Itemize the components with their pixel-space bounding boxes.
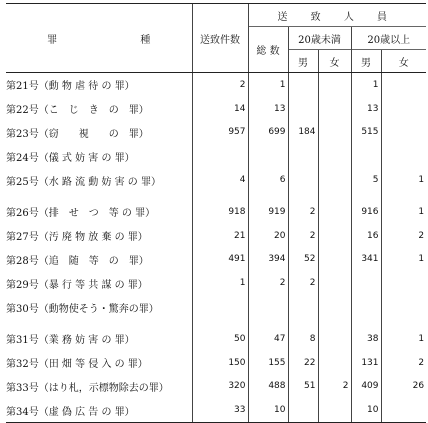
crime-type-header	[6, 4, 192, 73]
crime-name: 第26号（排 せ つ 等 の 罪）	[6, 208, 156, 220]
total-cell: 6	[248, 168, 288, 192]
over20-male-cell: 1	[351, 73, 381, 97]
table-row	[6, 168, 426, 192]
table-row	[6, 121, 426, 145]
under20-female-cell	[318, 327, 351, 351]
total-cell: 488	[248, 375, 288, 399]
table-row	[6, 144, 426, 168]
under20-male-cell: 8	[288, 327, 318, 351]
referred-persons-header: 送 致 人 員	[248, 4, 426, 27]
over20-female-header: 女	[381, 50, 426, 73]
crime-name: 第22号（こ じ き の 罪）	[6, 105, 149, 117]
crime-name: 第32号（田 畑 等 侵 入 の 罪）	[6, 359, 148, 371]
crime-name: 第25号（水 路 流 動 妨 害 の 罪）	[6, 176, 161, 188]
table-row	[6, 327, 426, 351]
over20-male-cell: 515	[351, 121, 381, 145]
crime-name: 第33号（はり札，示標物除去の罪）	[6, 382, 169, 394]
under20-male-cell: 51	[288, 375, 318, 399]
over20-female-cell	[381, 295, 426, 319]
under20-female-cell	[318, 398, 351, 422]
crime-name: 第24号（儀 式 妨 害 の 罪）	[6, 152, 135, 164]
table-row	[6, 73, 426, 97]
over20-male-header: 男	[351, 50, 381, 73]
under20-male-header: 男	[288, 50, 318, 73]
under20-female-cell	[318, 144, 351, 168]
cases-cell	[192, 295, 248, 319]
over20-male-cell: 409	[351, 375, 381, 399]
over20-female-cell: 1	[381, 327, 426, 351]
under20-male-cell: 52	[288, 248, 318, 272]
table-row	[6, 271, 426, 295]
under20-female-cell	[318, 271, 351, 295]
under20-male-cell: 22	[288, 351, 318, 375]
over20-male-cell: 5	[351, 168, 381, 192]
cases-cell: 491	[192, 248, 248, 272]
cases-cell	[192, 144, 248, 168]
over20-male-cell	[351, 295, 381, 319]
over20-female-cell	[381, 73, 426, 97]
total-cell: 394	[248, 248, 288, 272]
crime-statistics-table	[6, 3, 426, 423]
under20-female-cell	[318, 351, 351, 375]
under20-female-cell	[318, 73, 351, 97]
referral-count-header: 送致件数	[192, 4, 248, 73]
cases-cell: 21	[192, 224, 248, 248]
cases-cell: 957	[192, 121, 248, 145]
total-cell: 10	[248, 398, 288, 422]
under20-female-cell	[318, 224, 351, 248]
cases-cell: 918	[192, 200, 248, 224]
crime-name: 第29号（暴 行 等 共 謀 の 罪）	[6, 279, 148, 291]
cases-cell: 150	[192, 351, 248, 375]
table-row	[6, 375, 426, 399]
over20-male-cell: 13	[351, 97, 381, 121]
total-cell: 13	[248, 97, 288, 121]
over20-female-cell: 1	[381, 200, 426, 224]
under20-female-cell	[318, 295, 351, 319]
table-row	[6, 351, 426, 375]
under20-female-cell: 2	[318, 375, 351, 399]
total-cell: 699	[248, 121, 288, 145]
total-cell	[248, 295, 288, 319]
under20-male-cell: 2	[288, 200, 318, 224]
table-row	[6, 248, 426, 272]
over20-female-cell	[381, 97, 426, 121]
cases-cell: 1	[192, 271, 248, 295]
crime-name: 第34号（虚 偽 広 告 の 罪）	[6, 398, 192, 422]
cases-cell: 4	[192, 168, 248, 192]
cases-cell: 14	[192, 97, 248, 121]
under20-male-cell	[288, 398, 318, 422]
crime-name: 第27号（汚 廃 物 放 棄 の 罪）	[6, 232, 148, 244]
under20-male-cell: 2	[288, 271, 318, 295]
over20-female-cell: 1	[381, 168, 426, 192]
over20-male-cell: 341	[351, 248, 381, 272]
crime-name: 第23号（窃 視 の 罪）	[6, 128, 149, 140]
table-row	[6, 224, 426, 248]
table-row	[6, 200, 426, 224]
crime-name: 第28号（追 随 等 の 罪）	[6, 255, 149, 267]
over20-male-cell: 38	[351, 327, 381, 351]
over20-female-cell: 26	[381, 375, 426, 399]
over20-female-cell: 2	[381, 351, 426, 375]
over20-male-cell: 131	[351, 351, 381, 375]
over20-female-cell: 1	[381, 248, 426, 272]
under20-male-cell: 2	[288, 224, 318, 248]
under20-female-cell	[318, 121, 351, 145]
under20-female-cell	[318, 97, 351, 121]
cases-cell: 320	[192, 375, 248, 399]
total-cell	[248, 144, 288, 168]
under20-female-cell	[318, 200, 351, 224]
under20-male-cell: 184	[288, 121, 318, 145]
over20-male-cell	[351, 271, 381, 295]
crime-name: 第21号（動 物 虐 待 の 罪）	[6, 81, 135, 93]
total-cell: 919	[248, 200, 288, 224]
total-cell: 1	[248, 73, 288, 97]
row-spacer	[6, 192, 426, 200]
cases-cell: 50	[192, 327, 248, 351]
over20-female-cell: 2	[381, 224, 426, 248]
over20-male-cell	[351, 144, 381, 168]
over20-header: 20歳以上	[351, 27, 426, 50]
cases-cell: 2	[192, 73, 248, 97]
table-row	[6, 97, 426, 121]
total-cell: 2	[248, 271, 288, 295]
crime-name: 第30号（動物使そう・驚奔の罪）	[6, 303, 159, 315]
table-row	[6, 295, 426, 319]
over20-male-cell: 16	[351, 224, 381, 248]
total-cell: 20	[248, 224, 288, 248]
under20-male-cell	[288, 144, 318, 168]
crime-name: 第31号（業 務 妨 害 の 罪）	[6, 335, 135, 347]
over20-female-cell	[381, 144, 426, 168]
over20-female-cell	[381, 271, 426, 295]
row-spacer	[6, 319, 426, 327]
table-row	[6, 398, 426, 422]
under20-female-cell	[318, 168, 351, 192]
under20-male-cell	[288, 295, 318, 319]
total-cell: 47	[248, 327, 288, 351]
over20-female-cell	[381, 121, 426, 145]
over20-female-cell	[381, 398, 426, 422]
over20-male-cell: 916	[351, 200, 381, 224]
under20-female-header: 女	[318, 50, 351, 73]
under20-male-cell	[288, 73, 318, 97]
total-header: 総 数	[248, 27, 288, 73]
under20-male-cell	[288, 168, 318, 192]
under20-male-cell	[288, 97, 318, 121]
cases-cell: 33	[192, 398, 248, 422]
crime-type-header-right: 種	[140, 34, 151, 46]
under20-female-cell	[318, 248, 351, 272]
under20-header: 20歳未満	[288, 27, 351, 50]
over20-male-cell: 10	[351, 398, 381, 422]
crime-type-header-left: 罪	[47, 34, 58, 46]
total-cell: 155	[248, 351, 288, 375]
